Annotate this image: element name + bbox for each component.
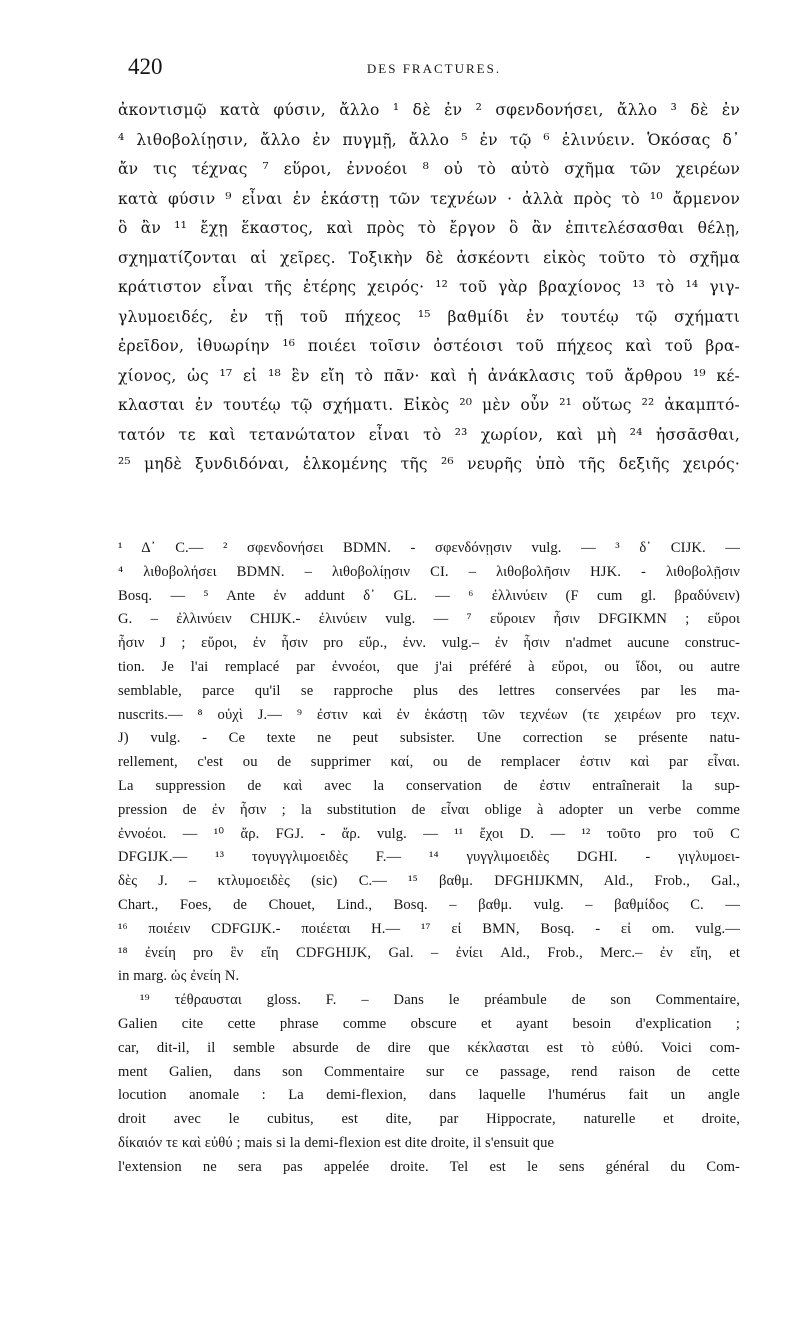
footnotes [118,537,740,1180]
footnote-line: semblable, parce qu'il se rapproche plus des lettres conservées par les ma- [118,682,740,699]
footnote-line: DFGIJK.— ¹³ τογυγγλιμοειδὲς F.— ¹⁴ γυγγλιμοειδὲς DGHI. - γιγλυμοει- [118,849,740,866]
footnote-line: tion. Je l'ai remplacé par ἐννοέοι, que j'ai préféré à εὕροι, ou ἴδοι, ou autre [118,658,740,675]
main-text-line: τατόν τε καὶ τετανώτατον εἶναι τὸ ²³ χωρίον, καὶ μὴ ²⁴ ἡσσᾶσθαι, [118,425,740,444]
greek-main-text [118,96,740,480]
main-text-line: ²⁵ μηδὲ ξυνδιδόναι, ἑλκομένης τῆς ²⁶ νευρῆς ὑπὸ τῆς δεξιῆς χειρός· [118,455,740,473]
footnote-line: ment Galien, dans son Commentaire sur ce passage, rend raison de cette [118,1063,740,1080]
footnote-line: ⁴ λιθοβολήσει BDMN. – λιθοβολίῃσιν CI. – λιθοβολῆσιν HJK. - λιθοβολῇσιν [118,563,740,580]
footnote-line: pression de ἐν ἧσιν ; la substitution de εἶναι oblige à adopter un verbe comme [118,801,740,818]
footnote-line: ἐννοέοι. — ¹⁰ ἄρ. FGJ. - ἄρ. vulg. — ¹¹ ἔχοι D. — ¹² τοῦτο pro τοῦ C [118,825,740,842]
main-text-line: ἀκοντισμῷ κατὰ φύσιν, ἄλλο ¹ δὲ ἐν ² σφενδονήσει, ἄλλο ³ δὲ ἐν [118,101,740,119]
main-text-line: ἄν τις τέχνας ⁷ εὕροι, ἐννοέοι ⁸ οὐ τὸ αὐτὸ σχῆμα τῶν χειρέων [118,160,740,178]
footnote-line: nuscrits.— ⁸ οὐχὶ J.— ⁹ ἐστιν καὶ ἐν ἑκάστῃ τῶν τεχνέων (τε χειρέων pro τεχν. [118,706,740,723]
footnote-line: δὲς J. – κτλυμοειδὲς (sic) C.— ¹⁵ βαθμ. DFGHIJKMN, Ald., Frob., Gal., [118,873,740,890]
footnote-line: l'extension ne sera pas appelée droite. Tel est le sens général du Com- [118,1158,740,1175]
footnote-line: Galien cite cette phrase comme obscure et ayant besoin d'explication ; [118,1015,740,1032]
main-text-line: σχηματίζονται αἱ χεῖρες. Τοξικὴν δὲ ἀσκέοντι εἰκὸς τοῦτο τὸ σχῆμα [118,248,740,267]
main-text-line: κράτιστον εἶναι τῆς ἑτέρης χειρός· ¹² τοῦ γὰρ βραχίονος ¹³ τὸ ¹⁴ γιγ- [118,278,740,296]
footnote-line: rellement, c'est ou de supprimer καί, ou de remplacer ἐστιν καὶ par εἶναι. [118,754,740,771]
main-text-line: χίονος, ὡς ¹⁷ εἰ ¹⁸ ἓν εἴη τὸ πᾶν· καὶ ἡ ἀνάκλασις τοῦ ἄρθρου ¹⁹ κέ- [118,366,740,385]
page-number: 420 [128,54,163,79]
footnote-line: ¹ Δ᾽ C.— ² σφενδονήσει BDMN. - σφενδόνῃσιν vulg. — ³ δ᾽ CIJK. — [118,540,740,556]
footnote-line: in marg. ὡς ἐνείη N. [118,968,240,985]
footnote-line: car, dit-il, il semble absurde de dire que κέκλασται est τὸ εὐθύ. Voici com- [118,1039,740,1056]
main-text-line: ὃ ἂν ¹¹ ἔχῃ ἕκαστος, καὶ πρὸς τὸ ἔργον ὃ ἂν ἐπιτελέσασθαι θέλῃ, [118,219,740,237]
footnote-line: locution anomale : La demi-flexion, dans laquelle l'humérus fait un angle [118,1087,740,1104]
main-text-line: ἐρεῖδον, ἰθυωρίην ¹⁶ ποιέει τοῖσιν ὀστέοισι τοῦ πήχεος καὶ τοῦ βρα- [118,337,740,355]
footnote-line: ¹⁹ τέθραυσται gloss. F. – Dans le préambule de son Commentaire, [140,992,740,1009]
footnote-line: droit avec le cubitus, est dite, par Hippocrate, naturelle et droite, [118,1111,740,1128]
footnote-line: Bosq. — ⁵ Ante ἐν addunt δ᾽ GL. — ⁶ ἐλλινύειν (F cum gl. βραδύνειν) [118,587,740,604]
footnote-line: ¹⁸ ἐνείη pro ἓν εἴη CDFGHIJK, Gal. – ἐνίει Ald., Frob., Merc.– ἐν εἴη, et [118,944,740,961]
main-text-line: κατὰ φύσιν ⁹ εἶναι ἐν ἑκάστῃ τῶν τεχνέων · ἀλλὰ πρὸς τὸ ¹⁰ ἄρμενον [118,189,740,208]
footnote-line: G. – ἐλλινύειν CHIJK.- ἐλινύειν vulg. — ⁷ εὕροιεν ἦσιν DFGIKMN ; εὕροι [118,611,740,628]
footnote-line: La suppression de καὶ avec la conservation de ἐστιν entraînerait la sup- [118,777,740,794]
page-header [128,54,740,84]
main-text-line: γλυμοειδές, ἐν τῇ τοῦ πήχεος ¹⁵ βαθμίδι ἐν τουτέῳ τῷ σχήματι [118,307,740,326]
footnote-line: ¹⁶ ποιέειν CDFGIJK.- ποιέεται H.— ¹⁷ εἰ BMN, Bosq. - εἰ om. vulg.— [118,920,740,937]
footnote-line: Chart., Foes, de Chouet, Lind., Bosq. – βαθμ. vulg. – βαθμίδος C. — [118,896,740,913]
footnote-line: ἦσιν J ; εὕροι, ἐν ἧσιν pro εὕρ., ἐνν. vulg.– ἐν ἧσιν n'admet aucune construc- [118,635,740,652]
main-text-line: κλασται ἐν τουτέῳ τῷ σχήματι. Εἰκὸς ²⁰ μὲν οὖν ²¹ οὕτως ²² ἀκαμπτό- [118,396,740,414]
main-text-line: ⁴ λιθοβολίῃσιν, ἄλλο ἐν πυγμῇ, ἄλλο ⁵ ἐν τῷ ⁶ ἐλινύειν. Ὁκόσας δ᾽ [118,130,740,149]
footnote-line: J) vulg. - Ce texte ne peut subsister. Une correction se présente natu- [118,730,740,747]
footnote-line: δίκαιόν τε καὶ εὐθύ ; mais si la demi-flexion est dite droite, il s'ensuit que [118,1134,555,1151]
running-title: DES FRACTURES. [366,61,502,76]
